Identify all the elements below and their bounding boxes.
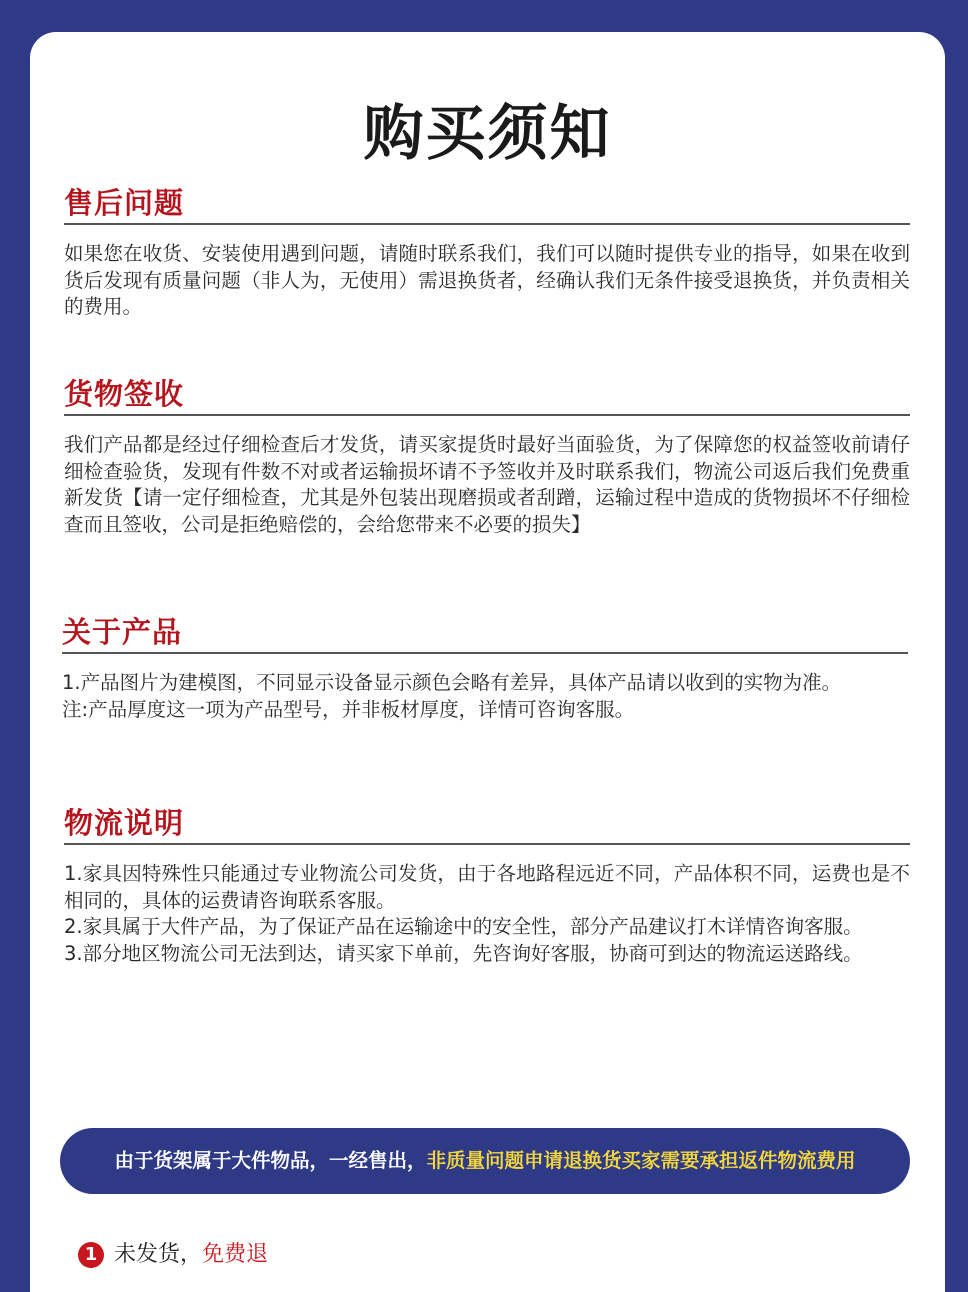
policy-note — [78, 1240, 268, 1270]
page-title: 购买须知 — [363, 99, 612, 169]
section-paragraph: 1.家具因特殊性只能通过专业物流公司发货，由于各地路程远近不同，产品体积不同，运费也是不相同的，具体的运费请咨询联系客服。 — [64, 862, 910, 912]
section-paragraph: 3.部分地区物流公司无法到达，请买家下单前，先咨询好客服，协商可到达的物流运送路线。 — [64, 941, 863, 965]
banner-text: 由于货架属于大件物品，一经售出， — [114, 1149, 427, 1172]
section-heading: 货物签收 — [64, 376, 910, 416]
number-badge-icon: 1 — [78, 1242, 104, 1268]
section-paragraph: 2.家具属于大件产品，为了保证产品在运输途中的安全性，部分产品建议打木详情咨询客服。 — [64, 915, 863, 938]
section-body — [62, 654, 908, 723]
section-paragraph: 我们产品都是经过仔细检查后才发货，请买家提货时最好当面验货，为了保障您的权益签收前请仔细检查验货，发现有件数不对或者运输损坏请不予签收并及时联系我们，物流公司返后我们免费重新发货【请一定仔细检查，尤其是外包装出现磨损或者刮蹭，运输过程中造成的货物损坏不仔细检查而且签收，公司是拒绝赔偿的，会给您带来不必要的损失】 — [64, 433, 910, 536]
section-delivery-signoff — [64, 376, 910, 538]
note-text: 未发货， — [114, 1242, 203, 1267]
section-heading: 售后问题 — [64, 185, 910, 225]
section-body — [64, 225, 910, 321]
banner-highlight-text: 非质量问题申请退换货买家需要承担返件物流费用 — [426, 1149, 856, 1172]
section-body — [64, 416, 910, 538]
section-paragraph: 注:产品厚度这一项为产品型号，并非板材厚度，详情可咨询客服。 — [62, 697, 635, 721]
section-heading: 关于产品 — [62, 614, 908, 654]
section-about-product — [62, 614, 908, 723]
return-policy-banner — [60, 1128, 910, 1194]
section-body — [64, 845, 910, 967]
note-red-text: 免费退 — [202, 1242, 269, 1267]
section-after-sales — [64, 185, 910, 321]
section-heading: 物流说明 — [64, 805, 910, 845]
section-paragraph: 如果您在收货、安装使用遇到问题，请随时联系我们，我们可以随时提供专业的指导，如果在收到货后发现有质量问题（非人为，无使用）需退换货者，经确认我们无条件接受退换货，并负责相关的费用。 — [64, 242, 910, 318]
section-logistics — [64, 805, 910, 967]
section-paragraph: 1.产品图片为建模图，不同显示设备显示颜色会略有差异，具体产品请以收到的实物为准。 — [62, 671, 842, 694]
